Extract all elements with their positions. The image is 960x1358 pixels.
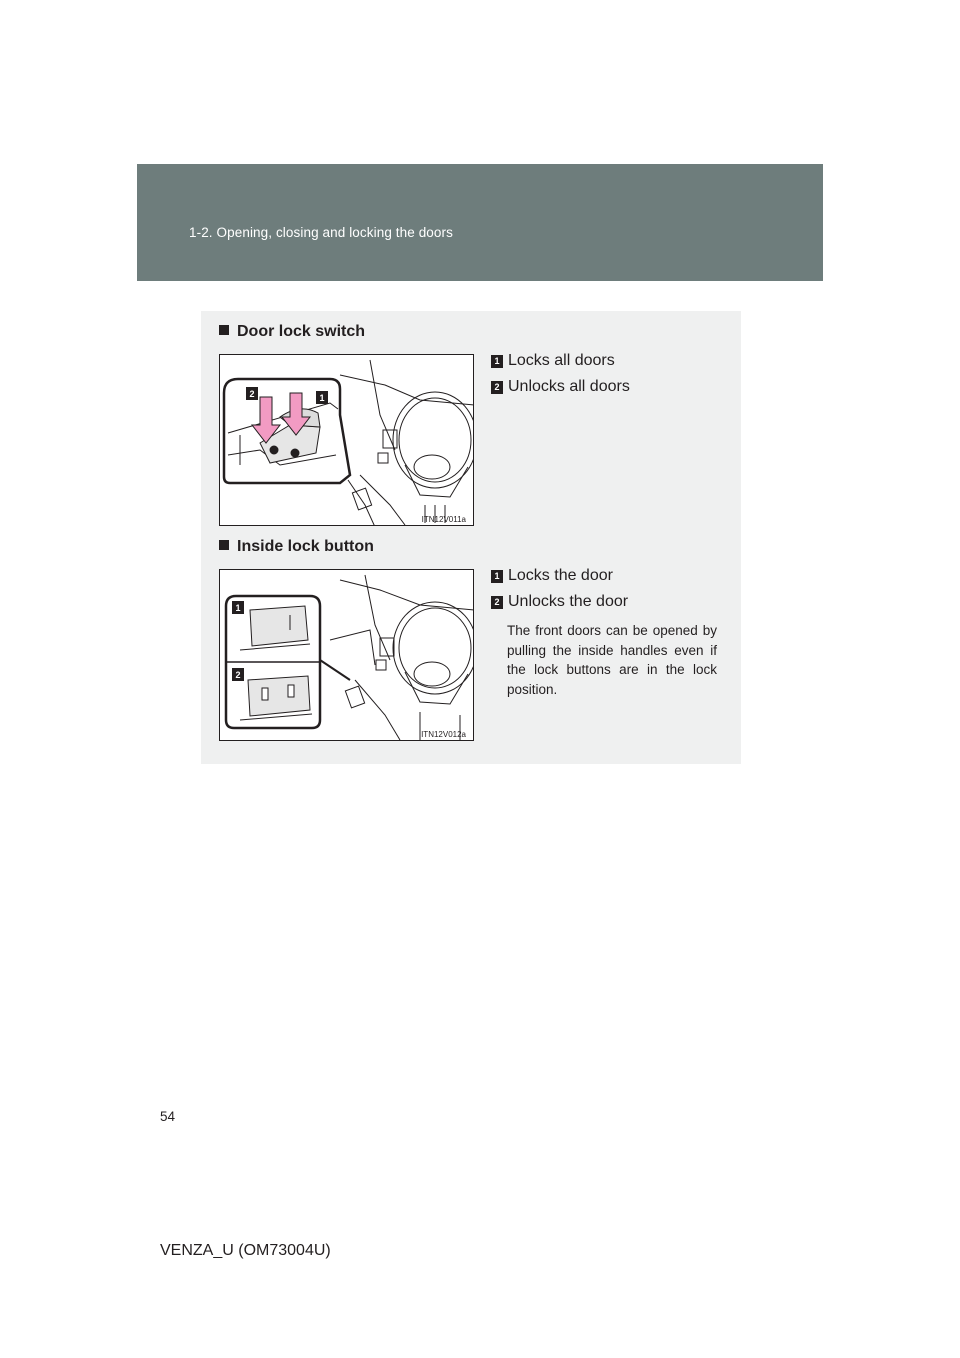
- number-badge-icon: 2: [491, 596, 503, 609]
- svg-text:2: 2: [249, 389, 255, 399]
- svg-text:2: 2: [235, 670, 241, 680]
- list-item: 1 Locks the door: [491, 566, 613, 586]
- number-badge-icon: 1: [491, 570, 503, 583]
- section-title-door-lock-switch: Door lock switch: [219, 323, 365, 341]
- list-item: 1 Locks all doors: [491, 351, 615, 371]
- note-text: The front doors can be opened by pulling the inside handles even if the lock buttons are in the lock position.: [507, 623, 717, 697]
- manual-code: VENZA_U (OM73004U): [160, 1242, 331, 1259]
- content-box: [201, 311, 741, 764]
- square-bullet-icon: [219, 540, 229, 550]
- svg-text:1: 1: [235, 603, 241, 613]
- figure-door-lock-switch: [219, 354, 474, 526]
- door-lock-switch-illustration: [220, 355, 474, 526]
- figure-code: ITN12V012a: [421, 730, 466, 739]
- section-title-inside-lock-button: Inside lock button: [219, 538, 374, 556]
- section-header: 1-2. Opening, closing and locking the doors: [189, 225, 453, 240]
- number-badge-icon: 2: [491, 381, 503, 394]
- list-item: 2 Unlocks all doors: [491, 377, 630, 397]
- inside-lock-button-illustration: [220, 570, 474, 741]
- svg-text:1: 1: [319, 393, 325, 403]
- figure-code: ITN12V011a: [421, 515, 466, 524]
- figure-inside-lock-button: [219, 569, 474, 741]
- page-number: 54: [160, 1109, 176, 1124]
- number-badge-icon: 1: [491, 355, 503, 368]
- list-item: 2 Unlocks the door: [491, 592, 628, 612]
- square-bullet-icon: [219, 325, 229, 335]
- header-band: [137, 164, 823, 281]
